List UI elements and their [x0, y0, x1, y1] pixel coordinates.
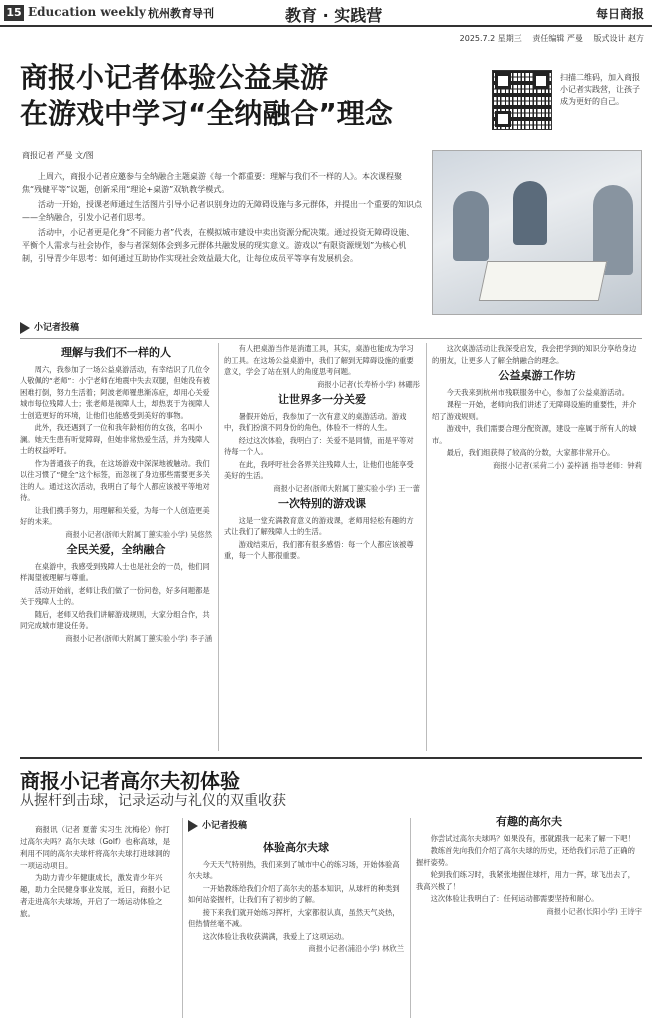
issue-date: 2025.7.2 星期三 [459, 34, 522, 43]
article-title: 让世界多一分关爱 [278, 393, 366, 406]
article-paragraph: 这次体验让我明白了：任何运动都需要坚持和耐心。 [430, 894, 599, 903]
qr-finder [495, 111, 511, 127]
article-paragraph: 一开始教练给我们介绍了高尔夫的基本知识，从球杆的种类到如何站姿握杆，让我们有了初步的了解。 [188, 883, 400, 904]
story1-column-2 [224, 343, 420, 751]
dateline [452, 33, 644, 44]
article-paragraph: 暑假开始后，我参加了一次有意义的桌游活动。游戏中，我们扮演不同身份的角色，体验不一样的人生。 [224, 411, 407, 432]
article-paragraph: 今天我来到杭州市残联服务中心，参加了公益桌游活动。 [446, 387, 630, 397]
divider [20, 338, 642, 339]
article-paragraph: 让我们携手努力，用理解和关爱，为每一个人创造更美好的未来。 [20, 505, 210, 526]
article-paragraph: 经过这次体验，我明白了：关爱不是同情，而是平等对待每一个人。 [224, 435, 414, 456]
author-signature: 商报小记者(浦沿小学) 林欣兰 [308, 944, 404, 953]
article-paragraph: 在此，我呼吁社会各界关注残障人士，让他们也能享受美好的生活。 [224, 459, 414, 480]
story1-column-3 [432, 343, 642, 751]
article-paragraph: 今天天气特别热，我们来到了城市中心的练习场，开始体验高尔夫球。 [188, 859, 400, 880]
lede-paragraph: 活动中，小记者更是化身“不同能力者”代表，在模拟城市建设中卖出资源分配决策。通过投资无障碍设施、平衡个人需求与社会协作，参与者深刻体会到多元群体共融发展的现实意义。游戏以“有限资源规划”为核心机制，引导青少年思考：如何通过互助协作实现社会效益最大化，让每位成员平等享有发展机会。 [22, 228, 415, 263]
article-paragraph: 轮到我们练习时，我紧张地握住球杆，用力一挥，球飞出去了，我高兴极了！ [416, 870, 635, 891]
blurb-paragraph: 商报讯（记者 夏蕾 实习生 沈梅伦）你打过高尔夫吗？高尔夫球（Golf）也称高球，是利用不同的高尔夫球杆将高尔夫球打进球洞的一项运动项目。 [20, 825, 171, 870]
photo-game-board [479, 261, 608, 301]
author-signature: 商报小记者(采荷二小) 姜梓涵 指导老师：钟莉 [493, 460, 642, 470]
article-title: 体验高尔夫球 [263, 841, 329, 854]
author-signature: 商报小记者(浙师大附属丁蕙实验小学) 李子涵 [65, 633, 212, 643]
article-paragraph: 游戏中，我们需要合理分配资源，建设一座属于所有人的城市。 [432, 424, 637, 445]
article-paragraph: 课程一开始，老师向我们讲述了无障碍设施的重要性，并介绍了游戏规则。 [432, 400, 637, 421]
article-title: 有趣的高尔夫 [496, 815, 562, 828]
article-paragraph: 有人把桌游当作是消遣工具，其实，桌游也能成为学习的工具。在这场公益桌游中，我们了解到无障碍设施的重要意义，学会了站在别人的角度思考问题。 [224, 344, 414, 376]
article-paragraph: 活动开始前，老师让我们做了一份问卷，好多问题都是关于残障人士的。 [20, 585, 210, 606]
story2-column-2 [416, 812, 642, 1020]
article-paragraph: 周六，我参加了一场公益桌游活动，有幸结识了几位令人敬佩的“老师”：小宁老师在地震中失去双腿，但她没有被困难打倒，努力生活着；阿波老师罹患渐冻症，却用心关爱城市每位残障人士；张老师是视障人士，却热衷于为视障人士创造更好的环境，让他们也能感受到美好的事物。 [20, 364, 210, 420]
story-separator [20, 757, 642, 759]
headline-line2: 在游戏中学习“全纳融合”理念 [20, 97, 393, 130]
column-divider [426, 343, 427, 751]
article-paragraph: 这次体验让我收获满满，我爱上了这项运动。 [202, 931, 349, 941]
article-paragraph: 这次桌游活动让我深受启发，我会把学到的知识分享给身边的朋友，让更多人了解全纳融合的理念。 [432, 344, 637, 365]
story1-byline: 商报记者 严曼 文/图 [22, 151, 94, 160]
edition-chinese: 杭州教育导刊 [148, 7, 214, 20]
article-paragraph: 教练首先向我们介绍了高尔夫球的历史，还给我们示范了正确的握杆姿势。 [416, 846, 635, 867]
article-title: 理解与我们不一样的人 [61, 346, 171, 359]
qr-finder [533, 73, 549, 89]
photo-child-figure [513, 181, 547, 245]
page-number: 15 [4, 5, 24, 21]
qr-finder [495, 73, 511, 89]
qr-caption: 扫描二维码，加入商报小记者实践营，让孩子成为更好的自己。 [560, 73, 640, 106]
author-signature: 商报小记者(浙师大附属丁蕙实验小学) 王一蕾 [273, 483, 420, 493]
edition-english: Education weekly [28, 5, 146, 19]
article-title: 全民关爱，全纳融合 [66, 543, 166, 556]
article-paragraph: 此外，我还遇到了一位和我年龄相仿的女孩，名叫小澜。她天生患有听觉障碍，但她非常热爱生活，并为残障人士的权益呼吁。 [20, 423, 210, 455]
lede-paragraph: 活动一开始，授课老师通过生活图片引导小记者识别身边的无障碍设施与多元群体，并提出一个重要的知识点——全纳融合，引发小记者们思考。 [22, 200, 422, 222]
section-title: 教育 · 实践营 [285, 6, 383, 25]
article-paragraph: 你尝试过高尔夫球吗？如果没有，那就跟我一起来了解一下吧！ [430, 833, 635, 843]
column-divider [410, 818, 411, 1018]
article-paragraph: 最后，我们组获得了较高的分数，大家都非常开心。 [446, 448, 615, 457]
article-paragraph: 这是一堂充满教育意义的游戏课，老师用轻松有趣的方式让我们了解残障人士的生活。 [224, 515, 414, 536]
story2-headline: 商报小记者高尔夫初体验 [20, 769, 240, 793]
author-signature: 商报小记者(浙师大附属丁蕙实验小学) 吴悠然 [65, 529, 212, 539]
qr-code[interactable] [492, 70, 552, 130]
article-paragraph: 随后，老师又给我们讲解游戏规则，大家分组合作，共同完成城市建设任务。 [20, 609, 210, 630]
story1-photo [432, 150, 642, 315]
article-paragraph: 游戏结束后，我们都有很多感悟：每一个人都应该被尊重，每一个人都很重要。 [224, 539, 414, 560]
story2-subhead: 从握杆到击球，记录运动与礼仪的双重收获 [20, 793, 286, 809]
column-divider [218, 343, 219, 751]
article-paragraph: 作为普通孩子的我，在这场游戏中深深地被触动。我们以往习惯了“健全”这个标签，而忽视了身边那些需要更多关注的人。通过这次活动，我明白了每个人都应该被平等地对待。 [20, 458, 210, 502]
lede-paragraph: 上周六，商报小记者应邀参与全纳融合主题桌游《每一个都重要：理解与我们不一样的人》。本次课程聚焦“残健平等”议题，创新采用“理论+桌游”双轨教学模式。 [22, 172, 402, 194]
designer-credit: 版式设计 赵方 [593, 34, 644, 43]
photo-child-figure [453, 191, 489, 261]
story1-headline [20, 60, 480, 132]
brand-name: 每日商报 [595, 7, 644, 21]
blurb-paragraph: 为助力青少年健康成长，激发青少年兴趣，助力全民健身事业发展，近日，商报小记者走进高尔夫球场，开启了一场运动体验之旅。 [20, 873, 170, 918]
section-tag: 小记者投稿 [188, 818, 247, 834]
headline-line1: 商报小记者体验公益桌游 [20, 61, 329, 94]
editor-credit: 责任编辑 严曼 [532, 34, 583, 43]
author-signature: 商报小记者(长寿桥小学) 林硼彤 [317, 379, 420, 389]
story1-lede [22, 170, 422, 267]
article-title: 公益桌游工作坊 [498, 369, 576, 382]
story2-column-1 [188, 838, 404, 1020]
author-signature: 商报小记者(长阳小学) 王诗宇 [546, 906, 642, 916]
article-paragraph: 接下来我们就开始练习挥杆，大家都很认真，虽然天气炎热，但热情丝毫不减。 [188, 907, 400, 928]
story2-blurb [20, 824, 176, 920]
column-divider [182, 818, 183, 1018]
story1-column-1 [20, 343, 212, 751]
article-paragraph: 在桌游中，我感受到残障人士也是社会的一员，他们同样渴望被理解与尊重。 [20, 561, 210, 582]
article-title: 一次特别的游戏课 [278, 497, 366, 510]
section-tag: 小记者投稿 [20, 320, 79, 336]
